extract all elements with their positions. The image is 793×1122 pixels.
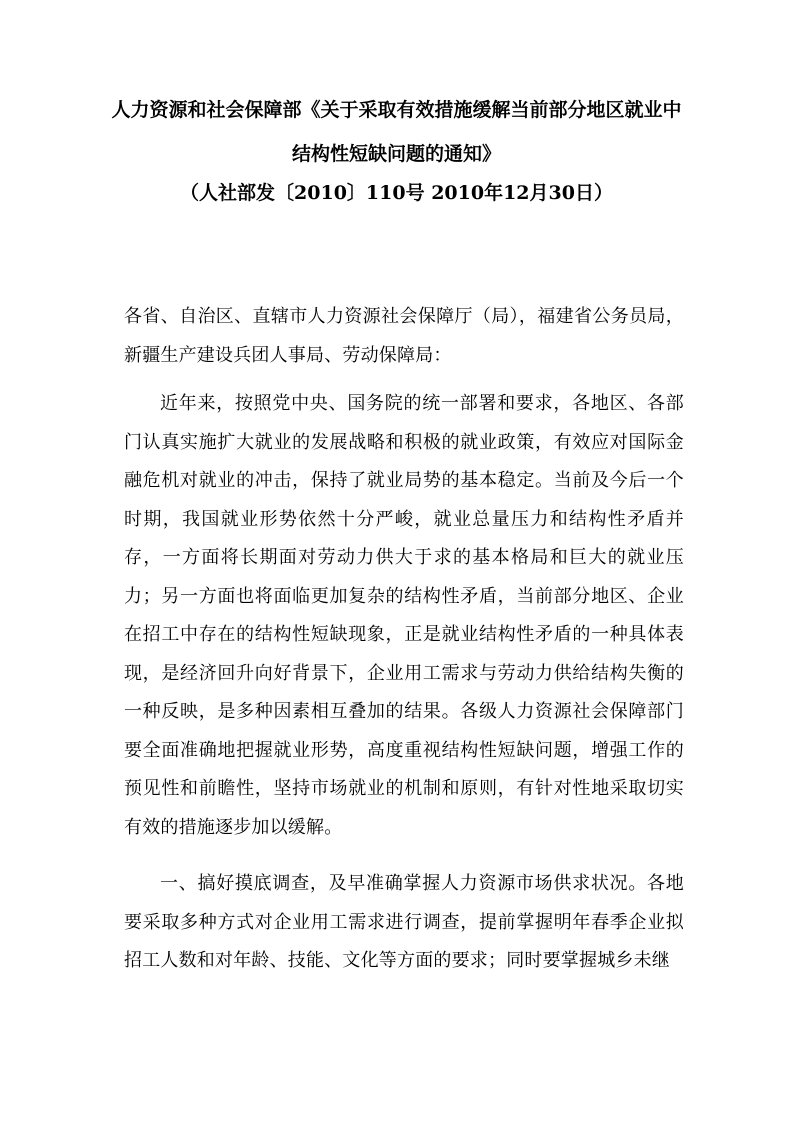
addressee — [124, 298, 684, 375]
document-title-line-1: 人力资源和社会保障部《关于采取有效措施缓解当前部分地区就业中 — [111, 99, 682, 121]
paragraph-1-text: 近年来，按照党中央、国务院的统一部署和要求，各地区、各部门认真实施扩大就业的发展战略和积极的就业政策，有效应对国际金融危机对就业的冲击，保持了就业局势的基本稳定。当前及今后一个时期，我国就业形势依然十分严峻，就业总量压力和结构性矛盾并存，一方面将长期面对劳动力供大于求的基本格局和巨大的就业压力；另一方面也将面临更加复杂的结构性矛盾，当前部分地区、企业在招工中存在的结构性短缺现象，正是就业结构性矛盾的一种具体表现，是经济回升向好背景下，企业用工需求与劳动力供给结构失衡的一种反映，是多种因素相互叠加的结果。各级人力资源社会保障部门要全面准确地把握就业形势，高度重视结构性短缺问题，增强工作的预见性和前瞻性，坚持市场就业的机制和原则，有针对性地采取切实有效的措施逐步加以缓解。 — [124, 393, 684, 838]
paragraph-2-text: 一、搞好摸底调查，及早准确掌握人力资源市场供求状况。各地要采取多种方式对企业用工需求进行调查，提前掌握明年春季企业拟招工人数和对年龄、技能、文化等方面的要求；同时要掌握城乡未继 — [124, 873, 684, 971]
paragraph-1 — [124, 385, 684, 847]
document-title-line-2: 结构性短缺问题的通知》 — [291, 143, 501, 165]
addressee-text: 各省、自治区、直辖市人力资源社会保障厅（局），福建省公务员局，新疆生产建设兵团人事局、劳动保障局： — [124, 306, 684, 366]
paragraph-2 — [124, 865, 684, 981]
document-number: （人社部发〔2010〕110号 2010年12月30日） — [180, 182, 613, 204]
